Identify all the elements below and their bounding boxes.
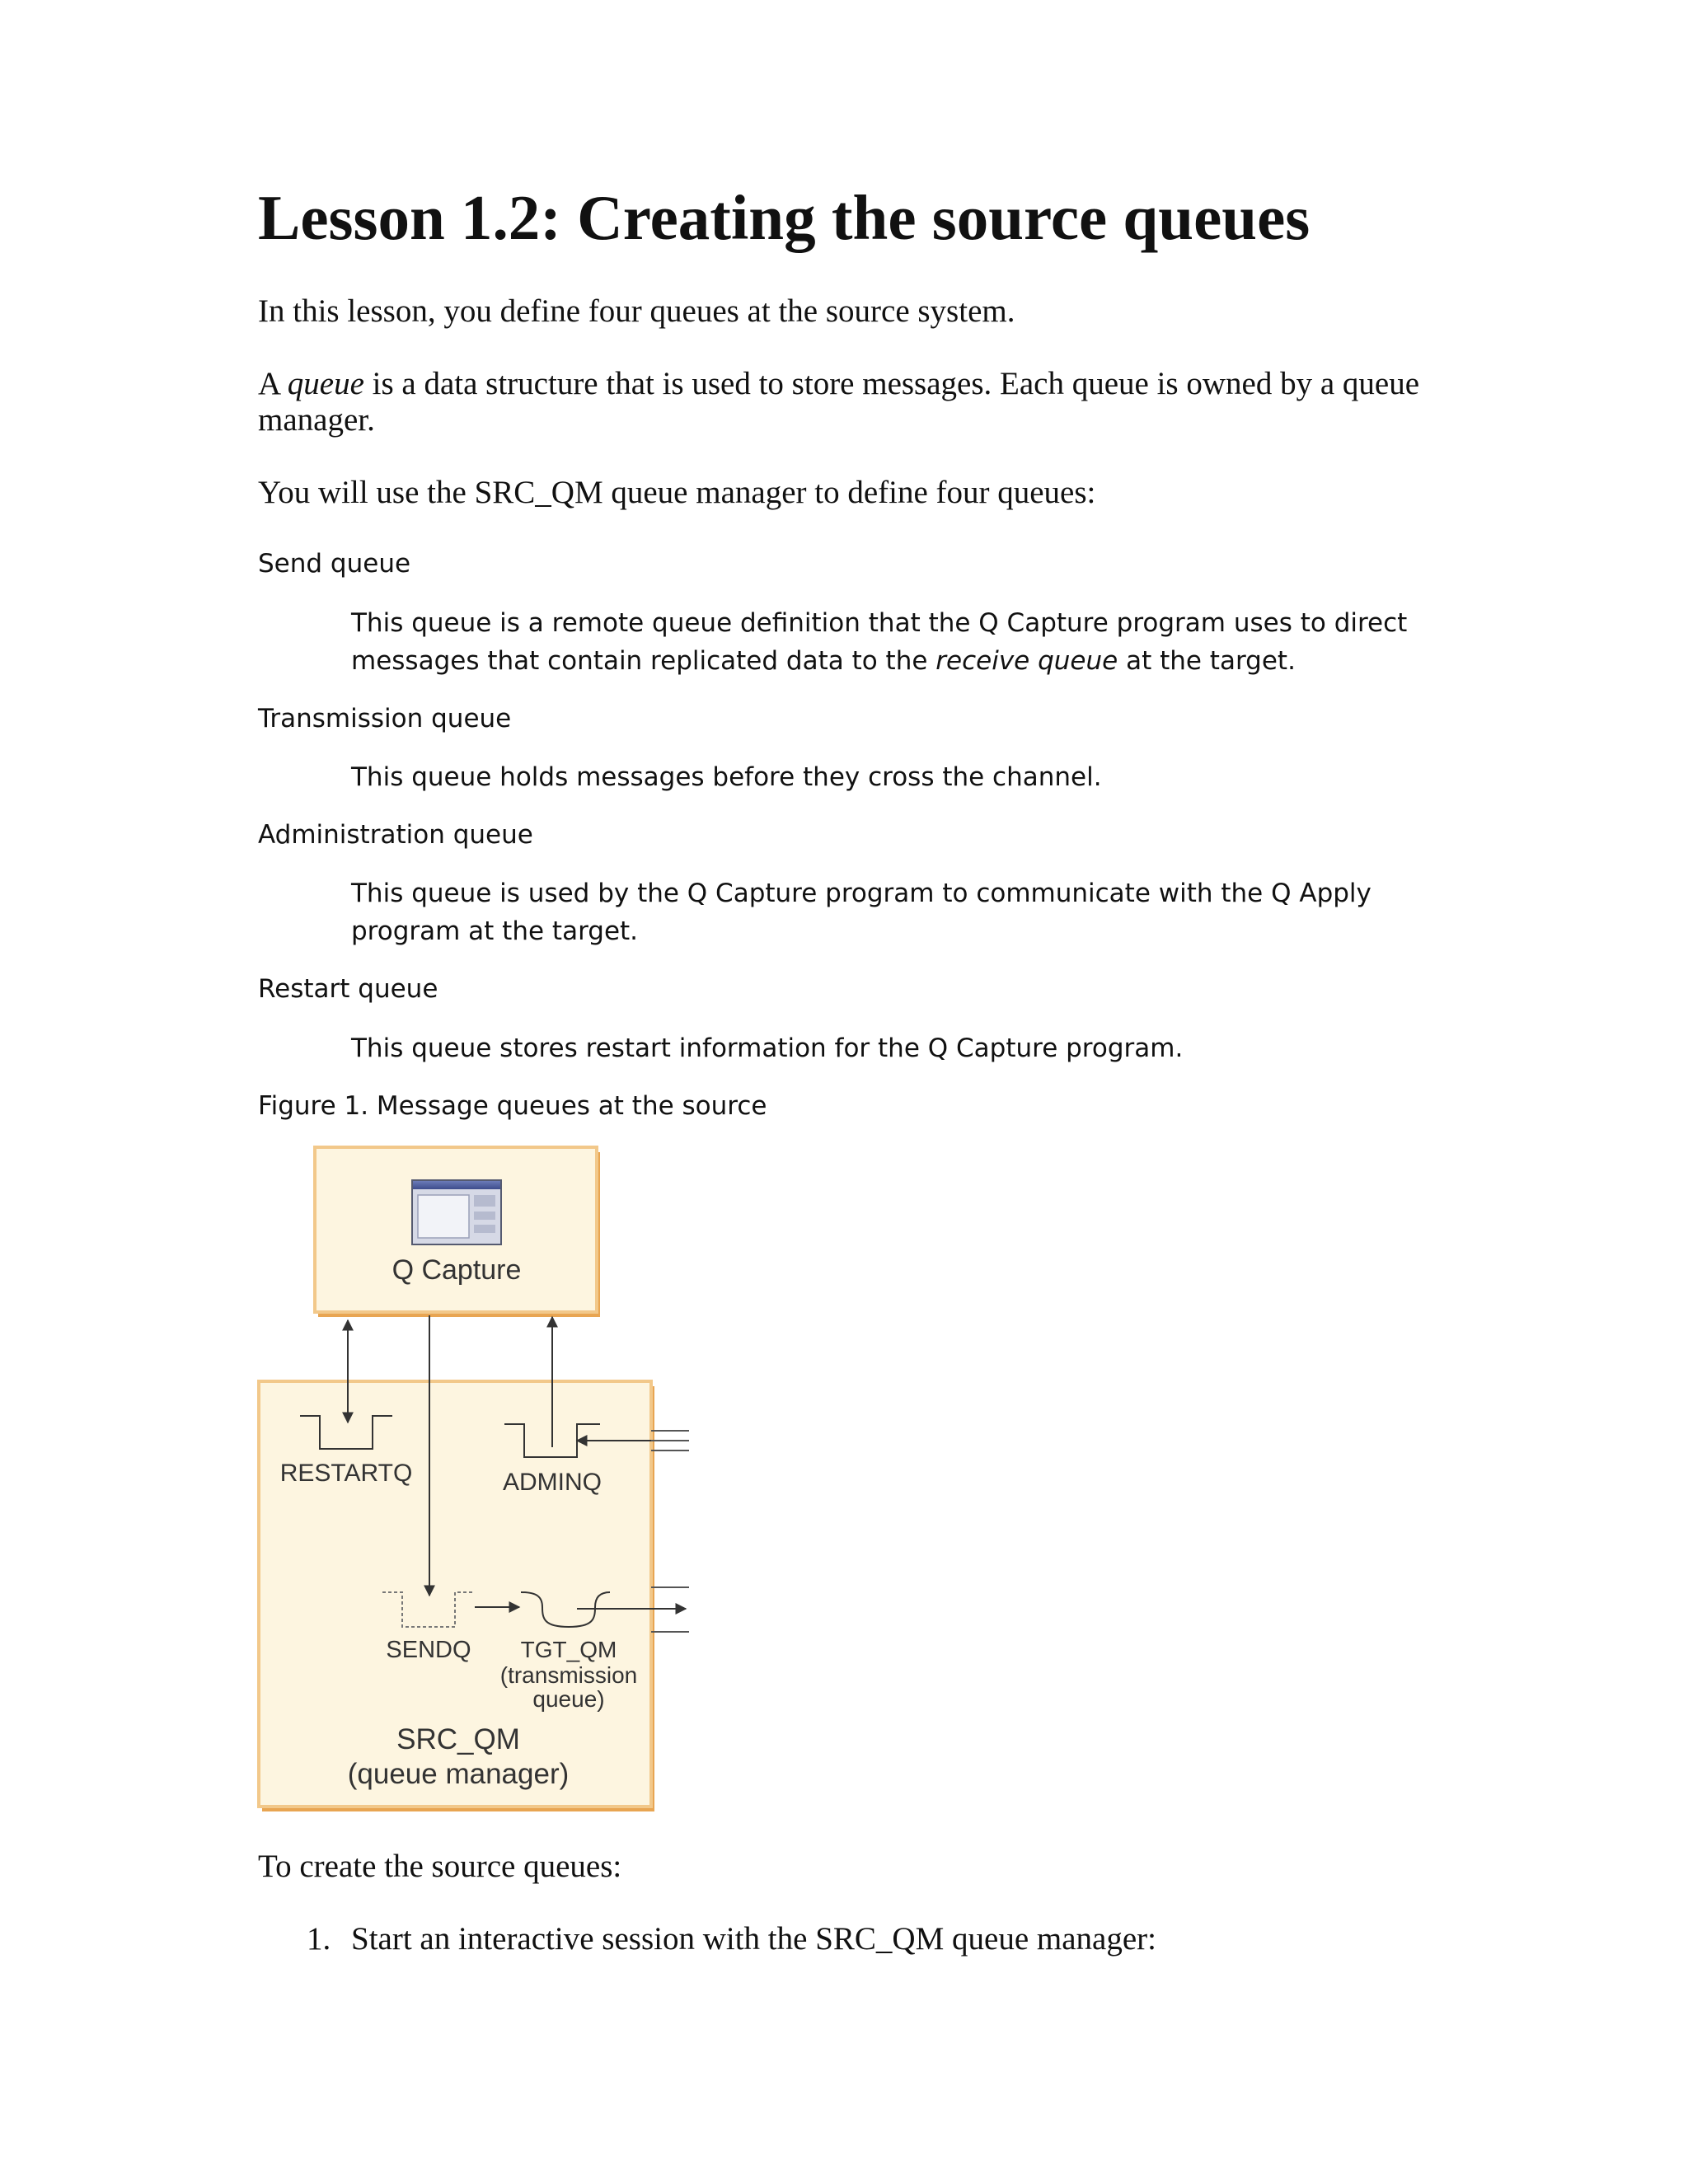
queue-def-suffix: is a data structure that is used to store messages. Each queue is owned by a queue manager. [258,366,1420,438]
adminq-label: ADMINQ [503,1469,602,1496]
queue-def-prefix: A [258,366,288,401]
figure-caption: Figure 1. Message queues at the source [258,1091,767,1121]
transmission-label-1: (transmission [499,1662,638,1688]
src-qm-label: SRC_QM [396,1723,520,1755]
transmission-label-2: queue) [532,1686,605,1712]
step-1 [307,1921,1156,1957]
desc-send-queue [351,604,1447,680]
desc-administration-queue: This queue is used by the Q Capture program to communicate with the Q Apply program at the target. [351,879,1372,946]
term-restart-queue: Restart queue [258,974,438,1004]
term-transmission-queue: Transmission queue [258,704,512,733]
queue-term: queue [287,366,364,401]
page-title: Lesson 1.2: Creating the source queues [258,182,1311,253]
to-create-paragraph: To create the source queues: [258,1849,622,1884]
application-window-icon [412,1180,501,1244]
message-queues-diagram [256,1141,701,1817]
term-send-queue: Send queue [258,549,411,579]
desc-send-italic: receive queue [935,646,1118,676]
use-line-paragraph: You will use the SRC_QM queue manager to define four queues: [258,475,1096,510]
desc-send-after: at the target. [1118,646,1296,676]
term-administration-queue: Administration queue [258,820,533,850]
intro-paragraph: In this lesson, you define four queues at the source system. [258,293,1015,329]
queue-manager-label: (queue manager) [347,1758,570,1790]
queue-definition-paragraph [258,366,1428,438]
desc-send-before: This queue is a remote queue definition that the Q Capture program uses to direct messages that contain replicated data to the [351,608,1408,676]
sendq-label: SENDQ [386,1637,471,1663]
tgt-qm-label: TGT_QM [520,1637,617,1662]
restartq-label: RESTARTQ [279,1460,413,1487]
desc-transmission-queue: This queue holds messages before they cross the channel. [351,762,1102,792]
step-1-number: 1. [307,1921,331,1957]
step-1-text: Start an interactive session with the SRC_QM queue manager: [351,1921,1156,1957]
capture-label: Q Capture [392,1254,522,1286]
desc-restart-queue: This queue stores restart information for the Q Capture program. [351,1033,1184,1063]
